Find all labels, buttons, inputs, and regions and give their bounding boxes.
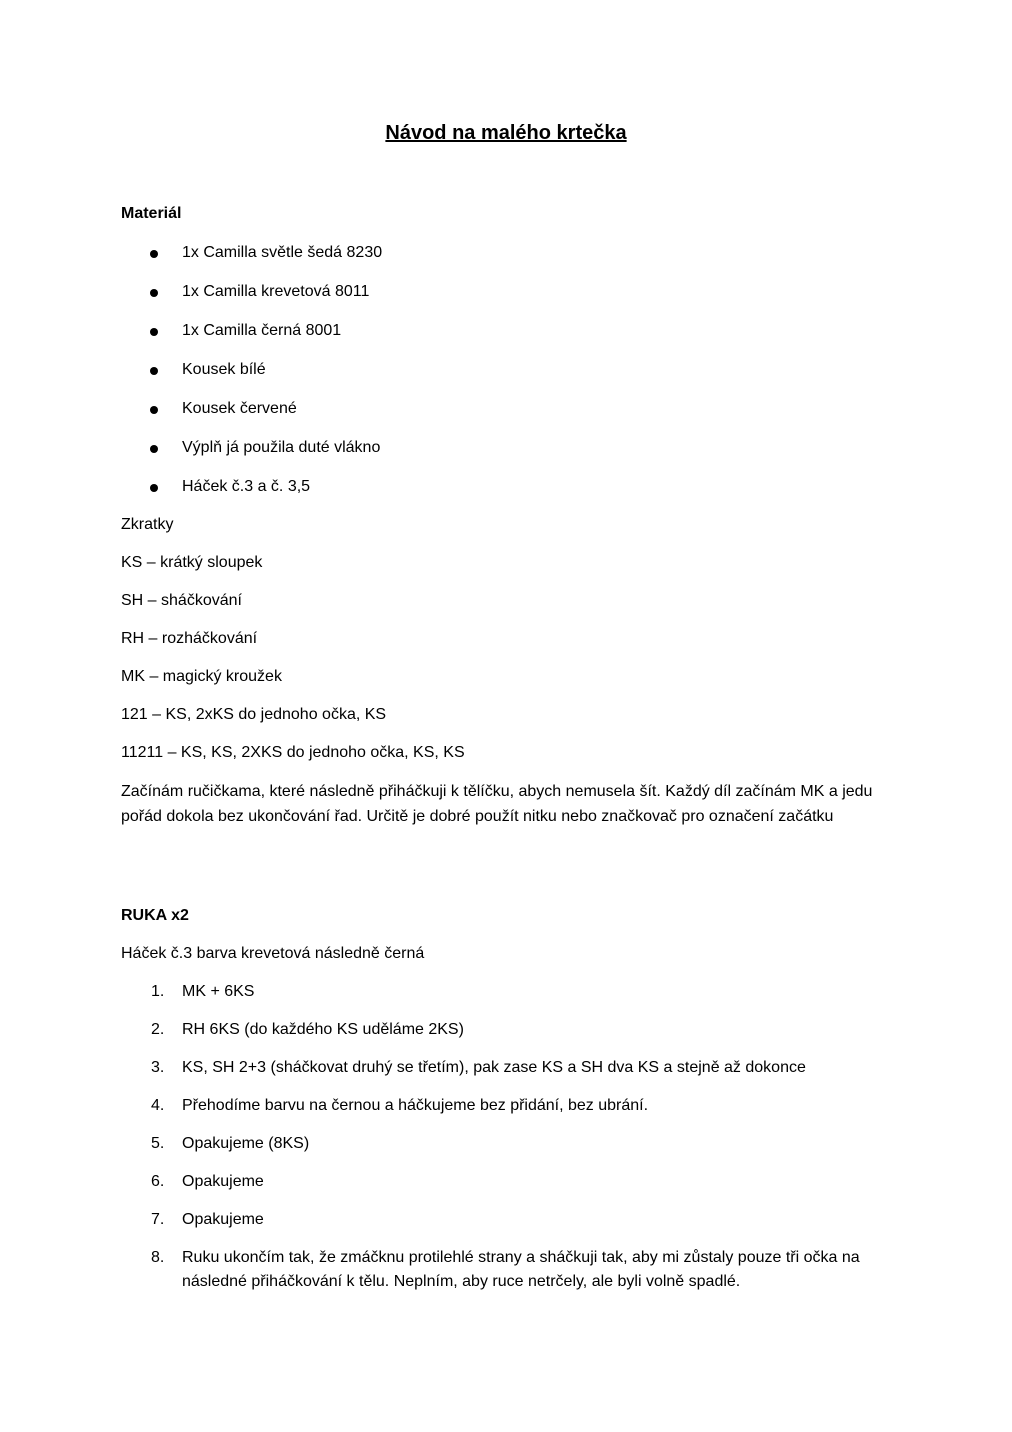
bullet-icon (150, 445, 158, 453)
material-item: Výplň já použila duté vlákno (182, 439, 381, 456)
step-text: Ruku ukončím tak, že zmáčknu protilehlé strany a sháčkuji tak, aby mi zůstaly pouze tři očka na následné přiháčkování k tělu. Neplním, aby ruce netrčely, ale byli volně spadlé. (182, 1249, 860, 1290)
step-number: 5. (151, 1135, 165, 1152)
abbreviations-heading: Zkratky (121, 516, 174, 533)
step-text: Opakujeme (182, 1173, 264, 1190)
material-item: Kousek bílé (182, 361, 266, 378)
abbreviation-line: KS – krátký sloupek (121, 554, 263, 571)
step-text: Opakujeme (8KS) (182, 1135, 310, 1152)
abbreviation-line: 11211 – KS, KS, 2XKS do jednoho očka, KS, KS (121, 744, 465, 761)
arm-heading: RUKA x2 (121, 907, 189, 924)
bullet-icon (150, 250, 158, 258)
bullet-icon (150, 328, 158, 336)
document-title: Návod na malého krtečka (385, 122, 627, 144)
step-number: 1. (151, 983, 165, 1000)
material-item: 1x Camilla světle šedá 8230 (182, 244, 383, 261)
step-number: 4. (151, 1097, 165, 1114)
step-number: 7. (151, 1211, 165, 1228)
step-number: 2. (151, 1021, 165, 1038)
abbreviation-line: 121 – KS, 2xKS do jednoho očka, KS (121, 706, 387, 723)
abbreviation-line: MK – magický kroužek (121, 668, 282, 685)
bullet-icon (150, 367, 158, 375)
step-number: 3. (151, 1059, 165, 1076)
bullet-icon (150, 289, 158, 297)
step-text: Opakujeme (182, 1211, 264, 1228)
material-item: Háček č.3 a č. 3,5 (182, 478, 311, 495)
step-text: MK + 6KS (182, 983, 255, 1000)
step-text: RH 6KS (do každého KS uděláme 2KS) (182, 1021, 464, 1038)
material-item: Kousek červené (182, 400, 297, 417)
material-item: 1x Camilla krevetová 8011 (182, 283, 370, 300)
arm-subheading: Háček č.3 barva krevetová následně černá (121, 945, 425, 962)
intro-paragraph: Začínám ručičkama, které následně přiháčkuji k tělíčku, abych nemusela šít. Každý díl začínám MK a jedu pořád dokola bez ukončování řad. Určitě je dobré použít nitku nebo značkovač pro označení začátku (121, 783, 873, 825)
abbreviation-line: RH – rozháčkování (121, 630, 258, 647)
abbreviation-line: SH – sháčkování (121, 592, 242, 609)
bullet-icon (150, 406, 158, 414)
material-heading: Materiál (121, 205, 182, 222)
step-text: KS, SH 2+3 (sháčkovat druhý se třetím), pak zase KS a SH dva KS a stejně až dokonce (182, 1059, 806, 1076)
bullet-icon (150, 484, 158, 492)
step-number: 6. (151, 1173, 165, 1190)
step-text: Přehodíme barvu na černou a háčkujeme bez přidání, bez ubrání. (182, 1097, 649, 1114)
step-number: 8. (151, 1249, 165, 1266)
material-item: 1x Camilla černá 8001 (182, 322, 342, 339)
